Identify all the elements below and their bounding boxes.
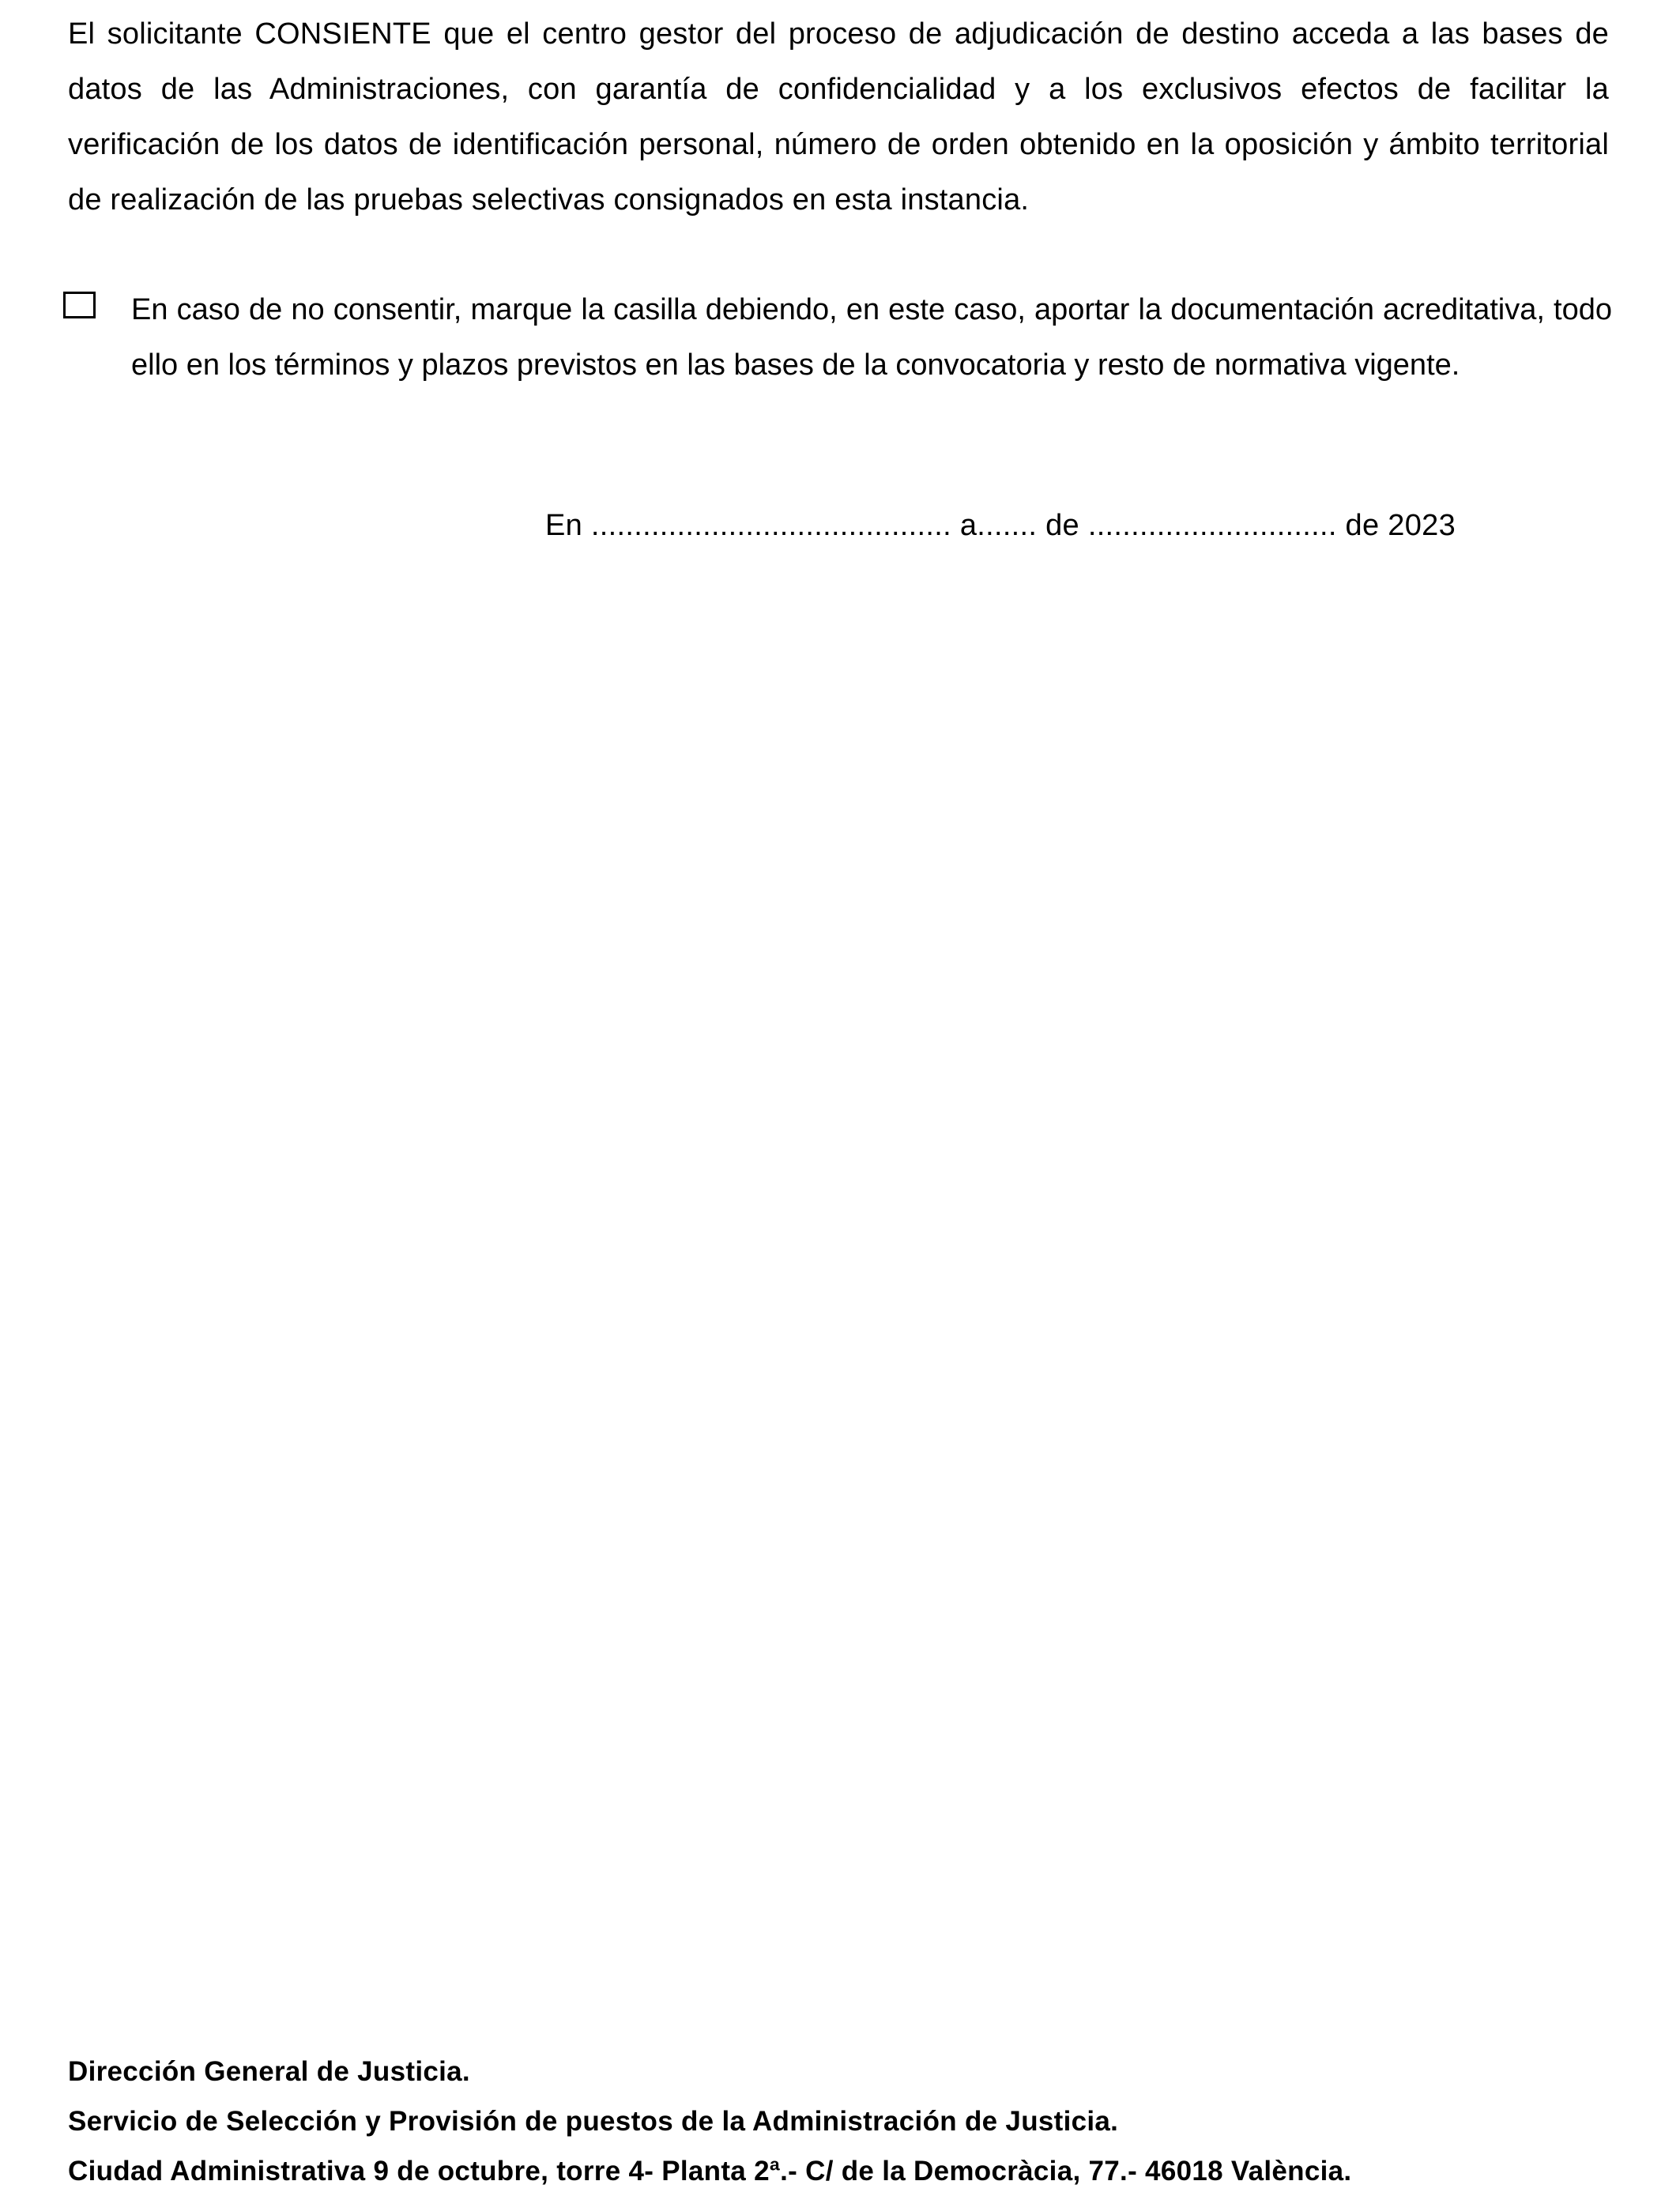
footer-directorate: Dirección General de Justicia. — [68, 2056, 470, 2087]
footer-address: Ciudad Administrativa 9 de octubre, torre 4- Planta 2ª.- C/ de la Democràcia, 77.- 46018 València. — [68, 2156, 1352, 2187]
optout-checkbox[interactable] — [63, 292, 96, 318]
date-place-line: En .......................................... a....... de ............................. de 2023 — [545, 509, 1456, 542]
footer-service: Servicio de Selección y Provisión de puestos de la Administración de Justicia. — [68, 2106, 1119, 2137]
footer-address-block — [68, 2047, 1617, 2196]
consent-paragraph: El solicitante CONSIENTE que el centro gestor del proceso de adjudicación de destino acceda a las bases de datos de las Administraciones, con garantía de confidencialidad y a los exclusivos efectos de facilitar la verificación de los datos de identificación personal, número de orden obtenido en la oposición y ámbito territorial de realización de las pruebas selectivas consignados en esta instancia. — [68, 17, 1609, 217]
optout-text: En caso de no consentir, marque la casilla debiendo, en este caso, aportar la documentación acreditativa, todo ello en los términos y plazos previstos en las bases de la convocatoria y resto de normativa vigente. — [131, 293, 1612, 382]
